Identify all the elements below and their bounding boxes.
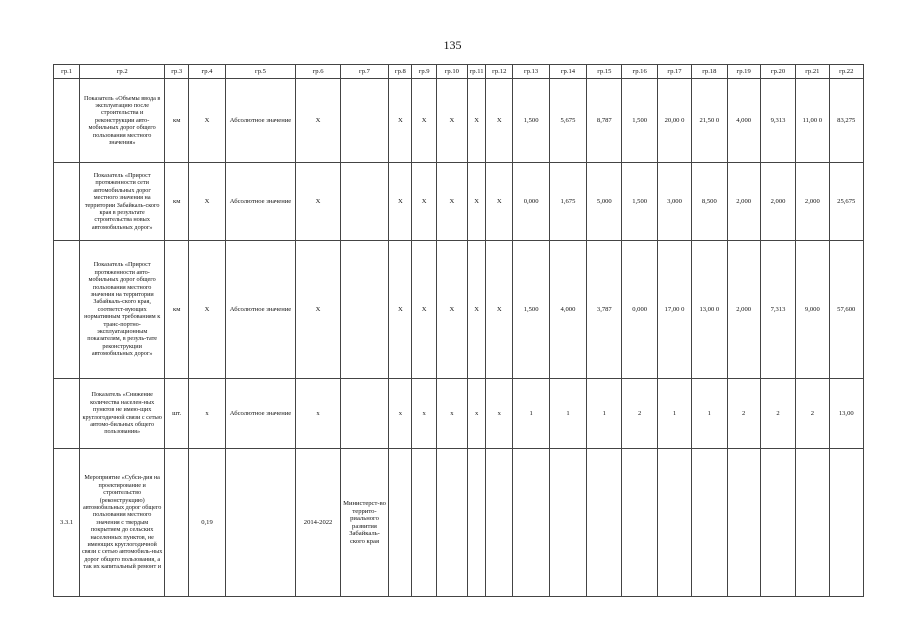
table-cell: 2,000 xyxy=(727,241,760,379)
column-header: гр.7 xyxy=(340,65,388,79)
table-row xyxy=(54,79,864,163)
table-cell: X xyxy=(468,163,486,241)
table-cell: 4,000 xyxy=(549,241,586,379)
table-cell xyxy=(412,449,436,597)
table-cell: 1 xyxy=(513,379,549,449)
table-cell xyxy=(468,449,486,597)
column-header: гр.8 xyxy=(389,65,412,79)
column-header: гр.12 xyxy=(486,65,513,79)
table-cell xyxy=(549,449,586,597)
table-cell: 1,500 xyxy=(513,79,549,163)
row-description: Показатель «Снижение количества населен-ных пунктов не имею-щих круглогодичной связи с сетью автомо-бильных общего пользования» xyxy=(80,379,165,449)
table-cell xyxy=(54,241,80,379)
column-header: гр.2 xyxy=(80,65,165,79)
table-cell: 0,000 xyxy=(513,163,549,241)
column-header: гр.4 xyxy=(189,65,225,79)
table-cell xyxy=(692,449,727,597)
row-description: Показатель «Прирост протяженности авто-мобильных дорог общего пользования местного значения на территории Забайкаль-ского края, соответст-вующих нормативным требованиям к транс-портно-эксплуатационным показателям, в резуль-тате реконструкции автомобильных дорог» xyxy=(80,241,165,379)
table-cell: x xyxy=(296,379,340,449)
column-header: гр.21 xyxy=(796,65,829,79)
table-cell: 5,675 xyxy=(549,79,586,163)
table-cell: 20,00 0 xyxy=(657,79,691,163)
table-cell xyxy=(54,379,80,449)
table-cell: 2 xyxy=(727,379,760,449)
column-header: гр.13 xyxy=(513,65,549,79)
table-cell: X xyxy=(412,163,436,241)
header-row xyxy=(54,65,864,79)
column-header: гр.9 xyxy=(412,65,436,79)
table-cell: X xyxy=(296,79,340,163)
table-cell xyxy=(760,449,795,597)
table-cell: X xyxy=(486,163,513,241)
table-cell: X xyxy=(189,241,225,379)
table-cell: 2,000 xyxy=(796,163,829,241)
table-cell xyxy=(486,449,513,597)
table-cell: 2 xyxy=(796,379,829,449)
table-cell: 1 xyxy=(657,379,691,449)
table-cell xyxy=(340,241,388,379)
table-row xyxy=(54,449,864,597)
table-cell: шт. xyxy=(165,379,189,449)
column-header: гр.10 xyxy=(436,65,467,79)
table-cell: X xyxy=(412,241,436,379)
table-cell xyxy=(829,449,864,597)
table-cell xyxy=(340,379,388,449)
column-header: гр.17 xyxy=(657,65,691,79)
column-header: гр.20 xyxy=(760,65,795,79)
table-cell: X xyxy=(412,79,436,163)
table-cell: 0,000 xyxy=(622,241,657,379)
table-cell: 1,500 xyxy=(622,79,657,163)
table-row xyxy=(54,241,864,379)
table-cell: X xyxy=(486,79,513,163)
table-cell xyxy=(436,449,467,597)
table-cell: 17,00 0 xyxy=(657,241,691,379)
table-cell: X xyxy=(389,241,412,379)
table-cell: 2,000 xyxy=(727,163,760,241)
table-cell: 13,00 0 xyxy=(692,241,727,379)
table-cell: X xyxy=(436,79,467,163)
table-cell xyxy=(796,449,829,597)
table-cell: 4,000 xyxy=(727,79,760,163)
table-cell: 3,000 xyxy=(657,163,691,241)
table-cell: x xyxy=(486,379,513,449)
table-cell: X xyxy=(389,163,412,241)
table-cell: X xyxy=(189,79,225,163)
row-description: Мероприятие «Субси-дия на проектирование и строительство (реконструкцию) автомобильных дорог общего пользования местного значения с твердым покрытием до сельских населенных пунктов, не имеющих круглогодичной связи с сетью автомобиль-ных дорог общего пользования, а так их капитальный ремонт и xyxy=(80,449,165,597)
table-cell: км xyxy=(165,241,189,379)
table-cell: 9,313 xyxy=(760,79,795,163)
table-cell: 0,19 xyxy=(189,449,225,597)
table-cell: 8,787 xyxy=(587,79,622,163)
table-cell: 1,500 xyxy=(513,241,549,379)
table-cell: X xyxy=(486,241,513,379)
page-number: 135 xyxy=(443,38,462,52)
table-cell: 57,600 xyxy=(829,241,864,379)
table-cell: X xyxy=(468,79,486,163)
table-cell xyxy=(54,163,80,241)
table-cell: Абсолютное значение xyxy=(225,163,296,241)
column-header: гр.11 xyxy=(468,65,486,79)
table-cell: X xyxy=(296,241,340,379)
table-cell: 25,675 xyxy=(829,163,864,241)
table-cell xyxy=(225,449,296,597)
table-cell: 9,000 xyxy=(796,241,829,379)
table-cell: Абсолютное значение xyxy=(225,241,296,379)
table-cell: X xyxy=(296,163,340,241)
table-cell: X xyxy=(189,163,225,241)
table-cell: Абсолютное значение xyxy=(225,379,296,449)
table-cell: 5,000 xyxy=(587,163,622,241)
table-cell xyxy=(340,79,388,163)
table-cell: 13,00 xyxy=(829,379,864,449)
indicator-table xyxy=(53,64,864,597)
table-cell: 2 xyxy=(622,379,657,449)
table-cell: X xyxy=(436,241,467,379)
table-row xyxy=(54,379,864,449)
table-cell: 1,675 xyxy=(549,163,586,241)
table-cell: 2 xyxy=(760,379,795,449)
table-cell xyxy=(657,449,691,597)
table-cell: 1 xyxy=(549,379,586,449)
table-cell: 1 xyxy=(692,379,727,449)
column-header: гр.16 xyxy=(622,65,657,79)
table-cell xyxy=(165,449,189,597)
column-header: гр.6 xyxy=(296,65,340,79)
table-cell: 3.3.1 xyxy=(54,449,80,597)
table-cell: км xyxy=(165,79,189,163)
row-description: Показатель «Прирост протяженности сети автомобильных дорог местного значения на территории Забайкаль-ского края в результате строительства новых автомобильных дорог» xyxy=(80,163,165,241)
table-cell: x xyxy=(412,379,436,449)
table-cell: 83,275 xyxy=(829,79,864,163)
table-cell xyxy=(587,449,622,597)
table-cell: 7,313 xyxy=(760,241,795,379)
table-cell xyxy=(727,449,760,597)
column-header: гр.18 xyxy=(692,65,727,79)
table-cell: X xyxy=(389,79,412,163)
table-cell: 8,500 xyxy=(692,163,727,241)
table-cell: Абсолютное значение xyxy=(225,79,296,163)
column-header: гр.1 xyxy=(54,65,80,79)
table-cell: x xyxy=(189,379,225,449)
column-header: гр.19 xyxy=(727,65,760,79)
table-cell xyxy=(622,449,657,597)
table-cell xyxy=(340,163,388,241)
table-cell: 3,787 xyxy=(587,241,622,379)
column-header: гр.14 xyxy=(549,65,586,79)
table-cell xyxy=(513,449,549,597)
table-cell: x xyxy=(468,379,486,449)
table-cell: x xyxy=(436,379,467,449)
table-cell: 1 xyxy=(587,379,622,449)
column-header: гр.22 xyxy=(829,65,864,79)
table-cell: X xyxy=(468,241,486,379)
column-header: гр.5 xyxy=(225,65,296,79)
column-header: гр.15 xyxy=(587,65,622,79)
table-cell: 21,50 0 xyxy=(692,79,727,163)
row-description: Показатель «Объемы ввода в эксплуатацию после строительства и реконструкции авто-мобильных дорог общего пользования местного значения» xyxy=(80,79,165,163)
table-cell xyxy=(54,79,80,163)
table-cell xyxy=(389,449,412,597)
table-cell: x xyxy=(389,379,412,449)
table-cell: 11,00 0 xyxy=(796,79,829,163)
table-cell: Министерст-во террито-риального развития Забайкаль-ского края xyxy=(340,449,388,597)
column-header: гр.3 xyxy=(165,65,189,79)
table-row xyxy=(54,163,864,241)
table-cell: 2014-2022 xyxy=(296,449,340,597)
table-cell: 2,000 xyxy=(760,163,795,241)
table-cell: км xyxy=(165,163,189,241)
table-cell: X xyxy=(436,163,467,241)
table-cell: 1,500 xyxy=(622,163,657,241)
